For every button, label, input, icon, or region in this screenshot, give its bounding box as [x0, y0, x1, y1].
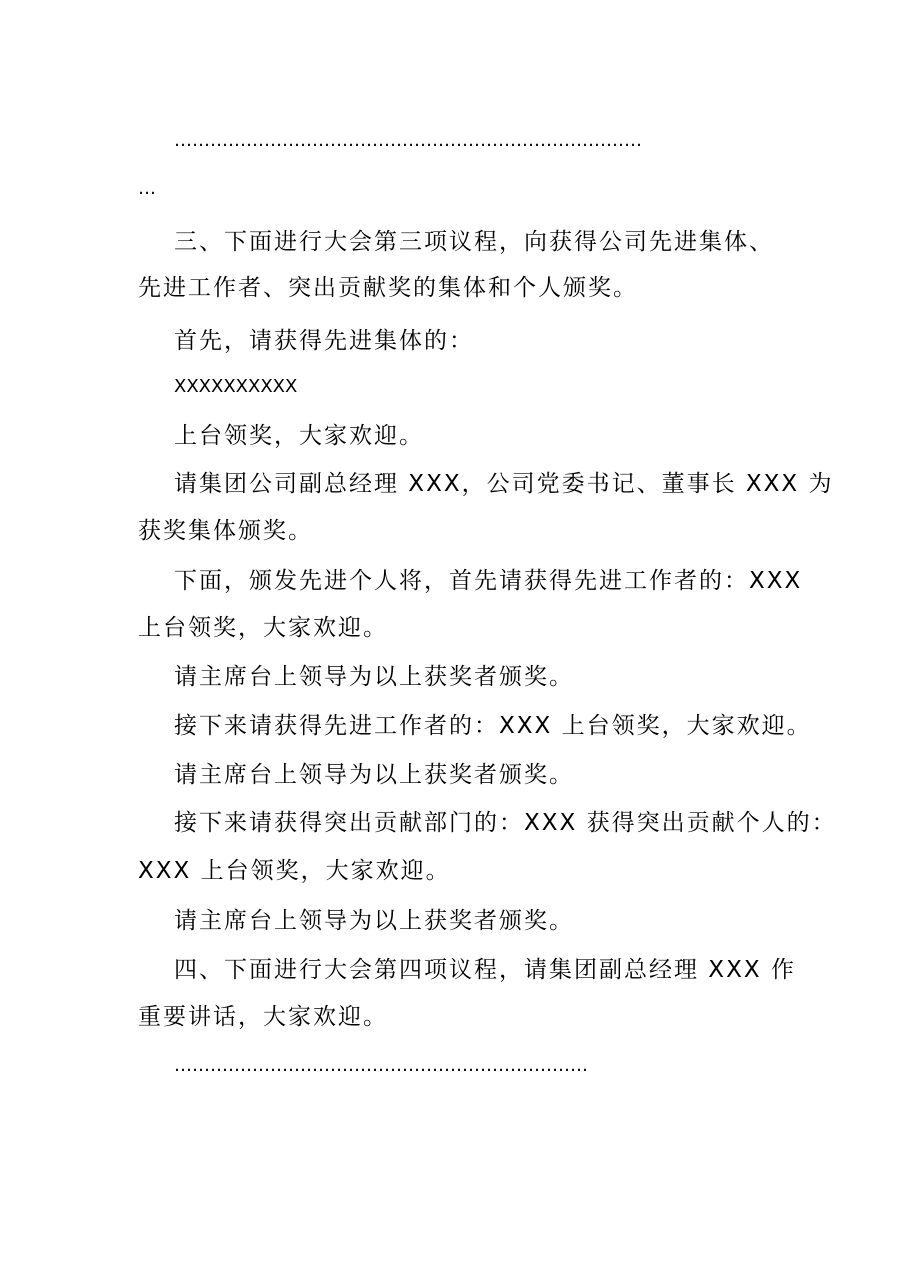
paragraph-line: 获奖集体颁奖。: [138, 518, 313, 544]
paragraph-line: 上台领奖，大家欢迎。: [138, 615, 388, 641]
paragraph-line: 请主席台上领导为以上获奖者颁奖。: [174, 908, 574, 934]
ellipsis-line: ……………………………………………………………………: [174, 130, 642, 151]
paragraph-line: 请主席台上领导为以上获奖者颁奖。: [174, 762, 574, 788]
paragraph-line: 三、下面进行大会第三项议程，向获得公司先进集体、: [174, 229, 774, 255]
paragraph-line: 接下来请获得先进工作者的：XXX 上台领奖，大家欢迎。: [174, 713, 812, 739]
paragraph-line: 接下来请获得突出贡献部门的：XXX 获得突出贡献个人的：: [174, 810, 837, 836]
paragraph-line: XXX 上台领奖，大家欢迎。: [138, 858, 451, 884]
paragraph-line: 重要讲话，大家欢迎。: [138, 1004, 388, 1030]
paragraph-line: 四、下面进行大会第四项议程，请集团副总经理 XXX 作: [174, 957, 796, 983]
paragraph-line: 先进工作者、突出贡献奖的集体和个人颁奖。: [138, 275, 638, 301]
paragraph-line: 上台领奖，大家欢迎。: [174, 423, 424, 449]
ellipsis-line: …: [138, 178, 156, 199]
paragraph-line: XXXXXXXXXX: [174, 376, 298, 397]
ellipsis-line: ……………………………………………………………: [174, 1055, 588, 1076]
paragraph-line: 首先，请获得先进集体的：: [174, 328, 474, 354]
paragraph-line: 请集团公司副总经理 XXX，公司党委书记、董事长 XXX 为: [174, 471, 834, 497]
paragraph-line: 请主席台上领导为以上获奖者颁奖。: [174, 664, 574, 690]
paragraph-line: 下面，颁发先进个人将，首先请获得先进工作者的：XXX: [174, 568, 803, 594]
